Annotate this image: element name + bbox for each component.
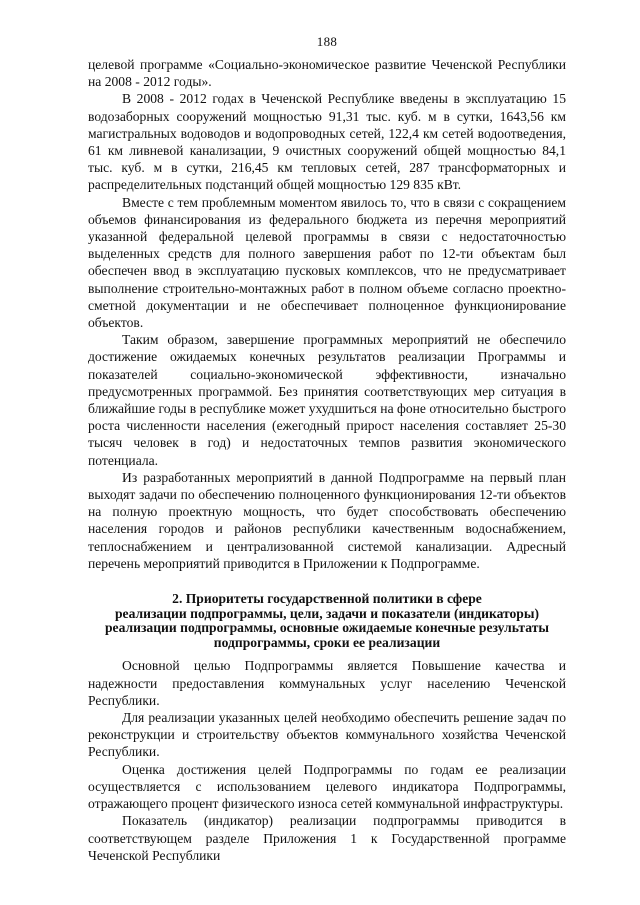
section-heading-line: реализации подпрограммы, цели, задачи и показатели (индикаторы): [114, 605, 540, 621]
page-number: 188: [316, 34, 338, 49]
paragraph-funding-problem: Вместе с тем проблемным моментом явилось то, что в связи с сокращением объемов финансирования из федерального бюджета из перечня мероприятий указанной федеральной целевой программы в связи с недостаточностью выделенных средств для полного завершения работ по 12-ти объектам был обеспечен ввод в эксплуатацию пусковых комплексов, что не предусматривает выполнение строительно-монтажных работ в полном объеме согласно проектно-сметной документации и не обеспечивает полноценное функционирование объектов.: [88, 194, 566, 331]
paragraph-assessment: Оценка достижения целей Подпрограммы по годам ее реализации осуществляется с использованием целевого индикатора Подпрограммы, отражающего процент физического износа сетей коммунальной инфраструктуры.: [88, 761, 566, 812]
section-heading-line: подпрограммы, сроки ее реализации: [213, 634, 441, 650]
paragraph-tasks: Для реализации указанных целей необходимо обеспечить решение задач по реконструкции и строительству объектов коммунального хозяйства Чеченской Республики.: [88, 710, 566, 760]
paragraph-continuation: целевой программе «Социально-экономическое развитие Чеченской Республики на 2008 - 2012 годы».: [88, 57, 566, 90]
paragraph-results-not-achieved: Таким образом, завершение программных мероприятий не обеспечило достижение ожидаемых конечных результатов реализации Программы и показателей социально-экономической эффективности, изначально предусмотренных программой. Без принятия соответствующих мер ситуация в ближайшие годы в республике может ухудшиться на фоне относительно быстрого роста численности населения (ежегодный прирост населения составляет 25-30 тысяч человек в год) и недостаточных темпов развития экономического потенциала.: [88, 332, 566, 468]
paragraph-main-goal: Основной целью Подпрограммы является Повышение качества и надежности предоставления коммунальных услуг населению Чеченской Республики.: [88, 658, 566, 708]
paragraph-priority-tasks: Из разработанных мероприятий в данной Подпрограмме на первый план выходят задачи по обеспечению полноценного функционирования 12-ти объектов на полную проектную мощность, что будет способствовать обеспечению населения городов и районов республики качественным водоснабжением, теплоснабжением и централизованной системой канализации. Адресный перечень мероприятий приводится в Приложении к Подпрограмме.: [88, 469, 566, 571]
section-heading: [88, 592, 566, 650]
section-heading-line: реализации подпрограммы, основные ожидаемые конечные результаты: [104, 620, 549, 636]
paragraph-commissioned-facilities: В 2008 - 2012 годах в Чеченской Республике введены в эксплуатацию 15 водозаборных сооружений мощностью 91,31 тыс. куб. м в сутки, 1643,56 км магистральных водоводов и водопроводных сетей, 122,4 км сетей водоотведения, 61 км ливневой канализации, 9 очистных сооружений общей мощностью 84,1 тыс. куб. м в сутки, 216,45 км тепловых сетей, 287 трансформаторных и распределительных подстанций общей мощностью 129 835 кВт.: [88, 91, 566, 193]
section-heading-line: 2. Приоритеты государственной политики в сфере: [172, 591, 482, 607]
paragraph-indicator: Показатель (индикатор) реализации подпрограммы приводится в соответствующем разделе Приложения 1 к Государственной программе Чеченской Республики: [88, 813, 566, 863]
